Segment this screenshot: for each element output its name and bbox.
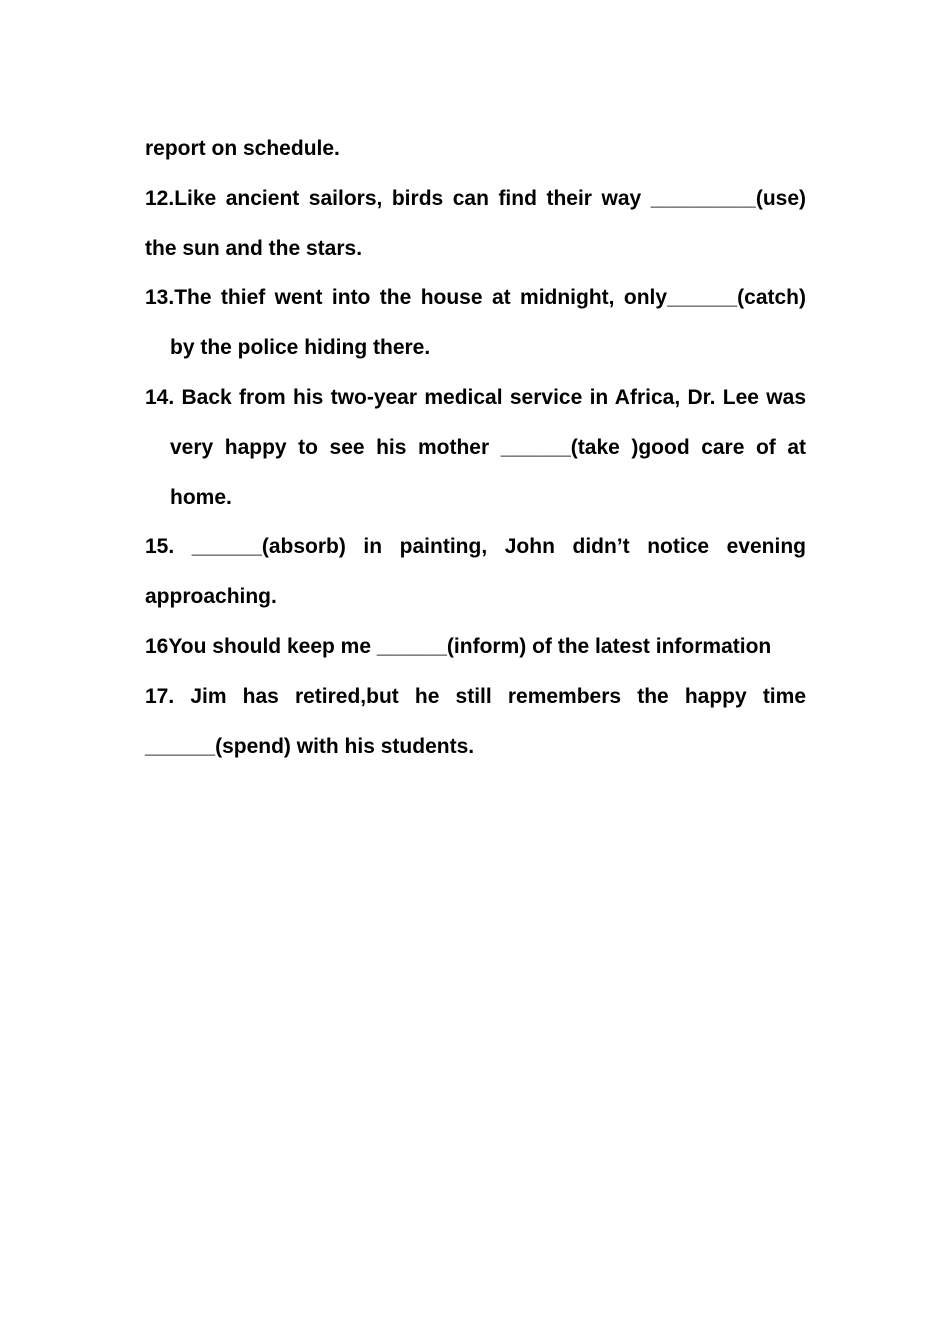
exercise-text [145, 124, 806, 771]
question-13: 13.The thief went into the house at midnight, only______(catch) by the police hiding there. [145, 286, 806, 360]
question-16: 16You should keep me ______(inform) of the latest information [145, 634, 772, 658]
question-12: 12.Like ancient sailors, birds can find their way _________(use) the sun and the stars. [145, 186, 806, 260]
question-11-continuation: report on schedule. [145, 137, 340, 160]
question-17: 17. Jim has retired,but he still remembers the happy time ______(spend) with his students. [145, 684, 806, 758]
question-14: 14. Back from his two-year medical service in Africa, Dr. Lee was very happy to see his mother ______(take )good care of at home. [145, 385, 806, 509]
question-15: 15. ______(absorb) in painting, John didn’t notice evening approaching. [145, 535, 806, 609]
